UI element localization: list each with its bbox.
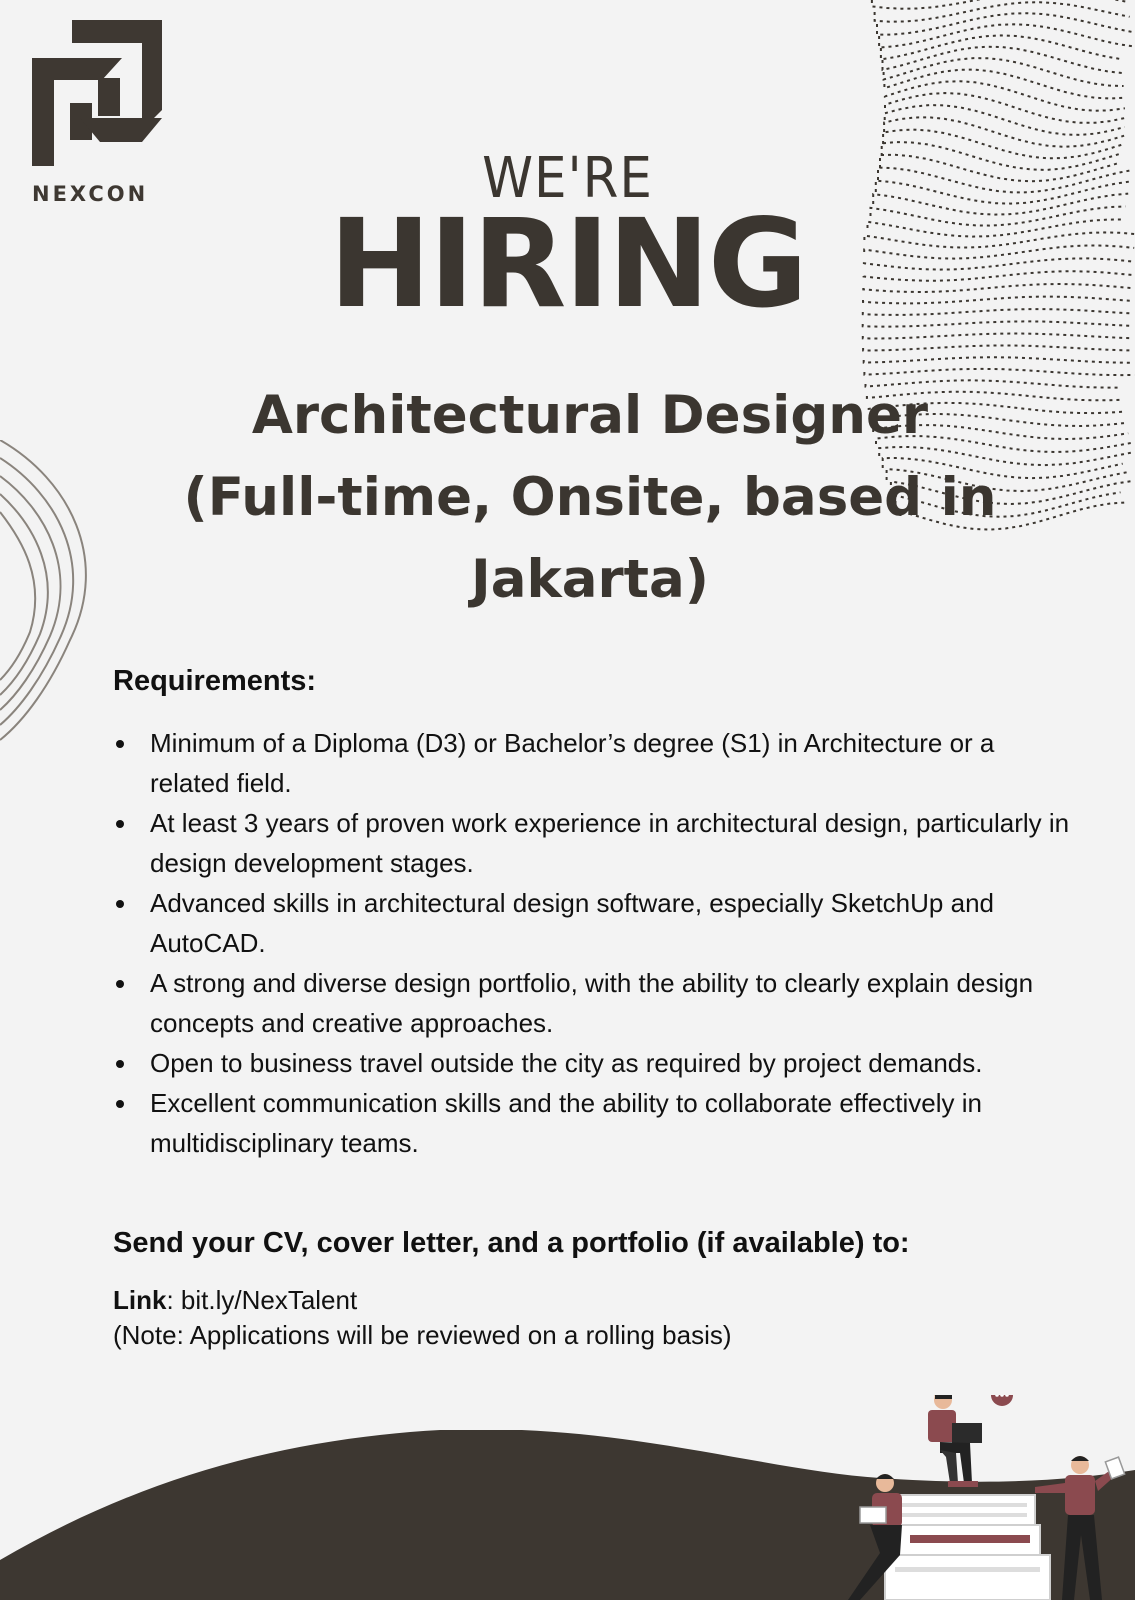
requirements-heading: Requirements:: [113, 665, 317, 697]
dotted-line: [884, 58, 1124, 86]
apply-heading: Send your CV, cover letter, and a portfolio (if available) to:: [113, 1227, 910, 1259]
dotted-line: [884, 117, 1124, 147]
requirement-item: A strong and diverse design portfolio, with the ability to clearly explain design concepts and creative approaches.: [113, 963, 1073, 1043]
dotted-line: [877, 13, 1132, 35]
link-url[interactable]: : bit.ly/NexTalent: [166, 1285, 358, 1315]
dotted-line: [863, 334, 1133, 339]
requirements-list: [113, 723, 1073, 1163]
concentric-arcs-decoration: [0, 440, 100, 760]
dotted-line: [884, 70, 1124, 99]
heading-hiring: HIRING: [328, 193, 807, 335]
requirement-item: Excellent communication skills and the ability to collaborate effectively in multidisciplinary teams.: [113, 1083, 1073, 1163]
apply-link-line[interactable]: [113, 1285, 357, 1316]
job-title: Architectural Designer (Full-time, Onsite, based in Jakarta): [183, 385, 997, 610]
apply-note: (Note: Applications will be reviewed on a rolling basis): [113, 1320, 732, 1350]
dotted-line: [863, 346, 1133, 351]
logo-wordmark: NEXCON: [32, 182, 149, 206]
link-label: Link: [113, 1285, 167, 1315]
heading-were: WE'RE: [482, 146, 653, 211]
requirement-item: At least 3 years of proven work experience in architectural design, particularly in design development stages.: [113, 803, 1073, 883]
requirement-item: Open to business travel outside the city as required by project demands.: [113, 1043, 1073, 1083]
dotted-line: [864, 357, 1134, 363]
requirement-item: Advanced skills in architectural design software, especially SketchUp and AutoCAD.: [113, 883, 1073, 963]
team-working-illustration: [840, 1395, 1135, 1600]
dotted-line: [875, 2, 1130, 22]
requirement-item: Minimum of a Diploma (D3) or Bachelor’s degree (S1) in Architecture or a related field.: [113, 723, 1073, 803]
dotted-line: [881, 35, 1121, 59]
dotted-line: [879, 24, 1134, 47]
dotted-line: [885, 93, 1125, 123]
